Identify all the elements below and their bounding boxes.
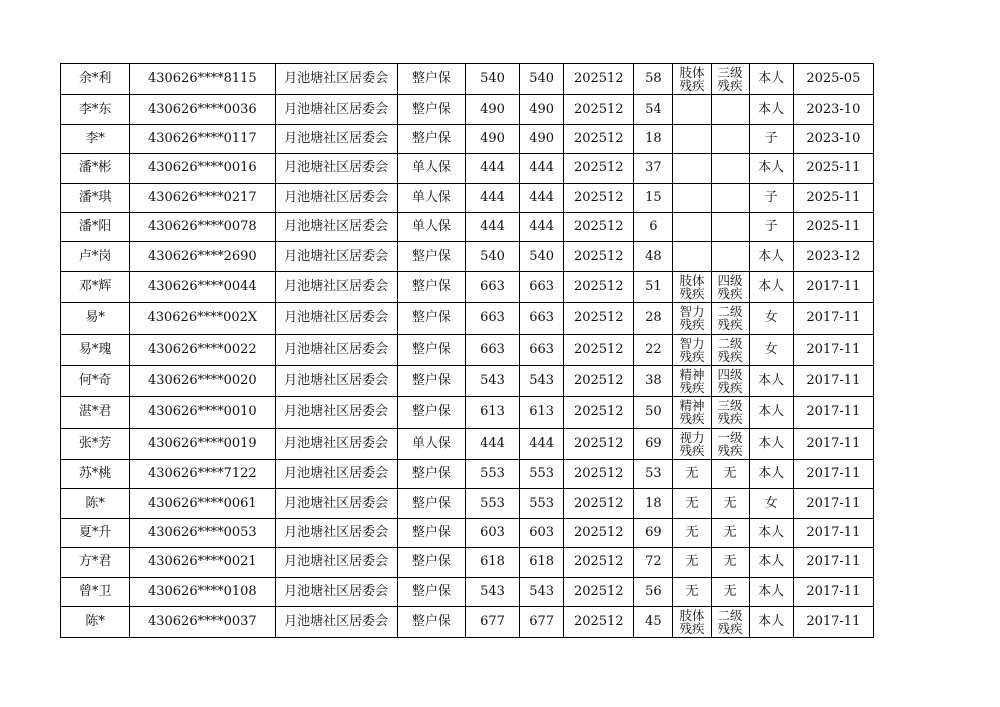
disability-level-cell: 二级残疾 xyxy=(711,303,749,334)
type-cell: 整户保 xyxy=(397,577,465,606)
date-cell: 2017-11 xyxy=(793,334,873,365)
amount2-cell: 618 xyxy=(520,548,564,577)
table-row xyxy=(61,183,874,212)
table-row xyxy=(61,95,874,124)
table-row xyxy=(61,428,874,459)
table-row xyxy=(61,124,874,153)
disability-level-cell: 无 xyxy=(711,460,749,489)
disability-type-cell xyxy=(673,95,711,124)
table-row xyxy=(61,271,874,302)
table-row xyxy=(61,607,874,638)
amount2-cell: 444 xyxy=(520,428,564,459)
org-cell: 月池塘社区居委会 xyxy=(275,489,397,518)
amount-cell: 543 xyxy=(465,577,519,606)
disability-type-cell: 无 xyxy=(673,518,711,547)
amount-cell: 613 xyxy=(465,397,519,428)
name-cell: 张*芳 xyxy=(61,428,130,459)
disability-level-cell: 二级残疾 xyxy=(711,334,749,365)
id-cell: 430626****0021 xyxy=(130,548,275,577)
date-cell: 2023-10 xyxy=(793,95,873,124)
date-cell: 2017-11 xyxy=(793,577,873,606)
id-cell: 430626****0016 xyxy=(130,154,275,183)
month-cell: 202512 xyxy=(564,183,634,212)
table-row xyxy=(61,64,874,95)
table-row xyxy=(61,242,874,271)
month-cell: 202512 xyxy=(564,124,634,153)
amount2-cell: 553 xyxy=(520,489,564,518)
name-cell: 邓*辉 xyxy=(61,271,130,302)
date-cell: 2017-11 xyxy=(793,548,873,577)
age-cell: 37 xyxy=(634,154,673,183)
month-cell: 202512 xyxy=(564,397,634,428)
name-cell: 潘*阳 xyxy=(61,212,130,241)
age-cell: 18 xyxy=(634,489,673,518)
disability-level-cell: 无 xyxy=(711,518,749,547)
date-cell: 2017-11 xyxy=(793,365,873,396)
age-cell: 15 xyxy=(634,183,673,212)
relation-cell: 本人 xyxy=(749,428,793,459)
amount-cell: 677 xyxy=(465,607,519,638)
disability-level-cell xyxy=(711,212,749,241)
disability-level-cell xyxy=(711,95,749,124)
id-cell: 430626****0053 xyxy=(130,518,275,547)
date-cell: 2025-11 xyxy=(793,183,873,212)
table-row xyxy=(61,548,874,577)
date-cell: 2023-12 xyxy=(793,242,873,271)
disability-level-cell: 三级残疾 xyxy=(711,397,749,428)
relation-cell: 子 xyxy=(749,183,793,212)
relation-cell: 本人 xyxy=(749,397,793,428)
disability-type-cell xyxy=(673,212,711,241)
age-cell: 38 xyxy=(634,365,673,396)
amount2-cell: 543 xyxy=(520,365,564,396)
table-row xyxy=(61,334,874,365)
org-cell: 月池塘社区居委会 xyxy=(275,154,397,183)
name-cell: 方*君 xyxy=(61,548,130,577)
name-cell: 陈* xyxy=(61,489,130,518)
org-cell: 月池塘社区居委会 xyxy=(275,64,397,95)
relation-cell: 本人 xyxy=(749,365,793,396)
month-cell: 202512 xyxy=(564,334,634,365)
month-cell: 202512 xyxy=(564,212,634,241)
name-cell: 余*利 xyxy=(61,64,130,95)
date-cell: 2025-11 xyxy=(793,154,873,183)
date-cell: 2017-11 xyxy=(793,489,873,518)
date-cell: 2017-11 xyxy=(793,518,873,547)
age-cell: 72 xyxy=(634,548,673,577)
table-body xyxy=(61,64,874,638)
month-cell: 202512 xyxy=(564,460,634,489)
disability-type-cell: 肢体残疾 xyxy=(673,607,711,638)
relation-cell: 子 xyxy=(749,124,793,153)
type-cell: 整户保 xyxy=(397,95,465,124)
id-cell: 430626****002X xyxy=(130,303,275,334)
assistance-table xyxy=(60,63,874,638)
amount2-cell: 613 xyxy=(520,397,564,428)
amount2-cell: 490 xyxy=(520,95,564,124)
disability-type-cell: 智力残疾 xyxy=(673,303,711,334)
amount2-cell: 444 xyxy=(520,212,564,241)
relation-cell: 本人 xyxy=(749,271,793,302)
table-row xyxy=(61,212,874,241)
name-cell: 湛*君 xyxy=(61,397,130,428)
id-cell: 430626****0108 xyxy=(130,577,275,606)
date-cell: 2023-10 xyxy=(793,124,873,153)
id-cell: 430626****0078 xyxy=(130,212,275,241)
age-cell: 50 xyxy=(634,397,673,428)
age-cell: 58 xyxy=(634,64,673,95)
org-cell: 月池塘社区居委会 xyxy=(275,548,397,577)
disability-type-cell: 无 xyxy=(673,489,711,518)
month-cell: 202512 xyxy=(564,365,634,396)
amount2-cell: 540 xyxy=(520,64,564,95)
amount2-cell: 543 xyxy=(520,577,564,606)
amount2-cell: 677 xyxy=(520,607,564,638)
org-cell: 月池塘社区居委会 xyxy=(275,460,397,489)
name-cell: 夏*升 xyxy=(61,518,130,547)
amount-cell: 663 xyxy=(465,271,519,302)
type-cell: 整户保 xyxy=(397,271,465,302)
date-cell: 2025-11 xyxy=(793,212,873,241)
name-cell: 李*东 xyxy=(61,95,130,124)
name-cell: 苏*桃 xyxy=(61,460,130,489)
type-cell: 整户保 xyxy=(397,397,465,428)
table-row xyxy=(61,365,874,396)
org-cell: 月池塘社区居委会 xyxy=(275,428,397,459)
type-cell: 整户保 xyxy=(397,124,465,153)
amount-cell: 444 xyxy=(465,428,519,459)
type-cell: 整户保 xyxy=(397,460,465,489)
type-cell: 单人保 xyxy=(397,428,465,459)
age-cell: 48 xyxy=(634,242,673,271)
disability-level-cell: 无 xyxy=(711,548,749,577)
amount2-cell: 444 xyxy=(520,183,564,212)
name-cell: 曾*卫 xyxy=(61,577,130,606)
name-cell: 潘*彬 xyxy=(61,154,130,183)
amount2-cell: 553 xyxy=(520,460,564,489)
amount2-cell: 663 xyxy=(520,271,564,302)
month-cell: 202512 xyxy=(564,242,634,271)
month-cell: 202512 xyxy=(564,271,634,302)
table-row xyxy=(61,303,874,334)
age-cell: 22 xyxy=(634,334,673,365)
disability-type-cell: 无 xyxy=(673,577,711,606)
amount-cell: 444 xyxy=(465,154,519,183)
name-cell: 潘*琪 xyxy=(61,183,130,212)
disability-type-cell xyxy=(673,124,711,153)
org-cell: 月池塘社区居委会 xyxy=(275,607,397,638)
relation-cell: 本人 xyxy=(749,154,793,183)
date-cell: 2025-05 xyxy=(793,64,873,95)
org-cell: 月池塘社区居委会 xyxy=(275,303,397,334)
id-cell: 430626****0019 xyxy=(130,428,275,459)
amount2-cell: 663 xyxy=(520,334,564,365)
relation-cell: 本人 xyxy=(749,548,793,577)
disability-level-cell: 四级残疾 xyxy=(711,365,749,396)
date-cell: 2017-11 xyxy=(793,607,873,638)
id-cell: 430626****0036 xyxy=(130,95,275,124)
org-cell: 月池塘社区居委会 xyxy=(275,183,397,212)
month-cell: 202512 xyxy=(564,95,634,124)
disability-type-cell: 肢体残疾 xyxy=(673,271,711,302)
amount2-cell: 444 xyxy=(520,154,564,183)
amount-cell: 553 xyxy=(465,489,519,518)
org-cell: 月池塘社区居委会 xyxy=(275,212,397,241)
amount-cell: 663 xyxy=(465,303,519,334)
amount-cell: 543 xyxy=(465,365,519,396)
disability-type-cell: 精神残疾 xyxy=(673,365,711,396)
relation-cell: 本人 xyxy=(749,64,793,95)
amount-cell: 540 xyxy=(465,242,519,271)
amount-cell: 490 xyxy=(465,124,519,153)
id-cell: 430626****7122 xyxy=(130,460,275,489)
disability-type-cell xyxy=(673,183,711,212)
table-row xyxy=(61,397,874,428)
age-cell: 56 xyxy=(634,577,673,606)
disability-level-cell: 一级残疾 xyxy=(711,428,749,459)
age-cell: 69 xyxy=(634,518,673,547)
type-cell: 整户保 xyxy=(397,548,465,577)
amount-cell: 618 xyxy=(465,548,519,577)
age-cell: 18 xyxy=(634,124,673,153)
amount-cell: 540 xyxy=(465,64,519,95)
month-cell: 202512 xyxy=(564,428,634,459)
id-cell: 430626****0020 xyxy=(130,365,275,396)
amount-cell: 490 xyxy=(465,95,519,124)
relation-cell: 本人 xyxy=(749,607,793,638)
table-row xyxy=(61,489,874,518)
age-cell: 53 xyxy=(634,460,673,489)
age-cell: 28 xyxy=(634,303,673,334)
id-cell: 430626****0117 xyxy=(130,124,275,153)
org-cell: 月池塘社区居委会 xyxy=(275,365,397,396)
table-row xyxy=(61,460,874,489)
name-cell: 卢*岗 xyxy=(61,242,130,271)
age-cell: 6 xyxy=(634,212,673,241)
org-cell: 月池塘社区居委会 xyxy=(275,577,397,606)
age-cell: 51 xyxy=(634,271,673,302)
age-cell: 69 xyxy=(634,428,673,459)
relation-cell: 子 xyxy=(749,212,793,241)
relation-cell: 本人 xyxy=(749,460,793,489)
relation-cell: 女 xyxy=(749,489,793,518)
amount-cell: 663 xyxy=(465,334,519,365)
disability-type-cell xyxy=(673,242,711,271)
type-cell: 单人保 xyxy=(397,212,465,241)
type-cell: 整户保 xyxy=(397,64,465,95)
id-cell: 430626****0061 xyxy=(130,489,275,518)
org-cell: 月池塘社区居委会 xyxy=(275,242,397,271)
name-cell: 易*瑰 xyxy=(61,334,130,365)
disability-level-cell: 二级残疾 xyxy=(711,607,749,638)
disability-level-cell xyxy=(711,183,749,212)
id-cell: 430626****0037 xyxy=(130,607,275,638)
month-cell: 202512 xyxy=(564,577,634,606)
name-cell: 李* xyxy=(61,124,130,153)
disability-level-cell xyxy=(711,242,749,271)
type-cell: 整户保 xyxy=(397,489,465,518)
disability-type-cell: 无 xyxy=(673,460,711,489)
date-cell: 2017-11 xyxy=(793,271,873,302)
month-cell: 202512 xyxy=(564,607,634,638)
age-cell: 54 xyxy=(634,95,673,124)
table-row xyxy=(61,577,874,606)
disability-type-cell: 无 xyxy=(673,548,711,577)
amount2-cell: 540 xyxy=(520,242,564,271)
disability-type-cell: 视力残疾 xyxy=(673,428,711,459)
disability-level-cell: 四级残疾 xyxy=(711,271,749,302)
table-row xyxy=(61,154,874,183)
relation-cell: 本人 xyxy=(749,577,793,606)
org-cell: 月池塘社区居委会 xyxy=(275,95,397,124)
disability-level-cell xyxy=(711,124,749,153)
relation-cell: 女 xyxy=(749,334,793,365)
date-cell: 2017-11 xyxy=(793,303,873,334)
relation-cell: 本人 xyxy=(749,95,793,124)
org-cell: 月池塘社区居委会 xyxy=(275,271,397,302)
amount-cell: 444 xyxy=(465,183,519,212)
disability-level-cell xyxy=(711,154,749,183)
table-row xyxy=(61,518,874,547)
disability-level-cell: 无 xyxy=(711,577,749,606)
month-cell: 202512 xyxy=(564,489,634,518)
month-cell: 202512 xyxy=(564,303,634,334)
org-cell: 月池塘社区居委会 xyxy=(275,518,397,547)
disability-type-cell: 智力残疾 xyxy=(673,334,711,365)
org-cell: 月池塘社区居委会 xyxy=(275,124,397,153)
month-cell: 202512 xyxy=(564,518,634,547)
name-cell: 易* xyxy=(61,303,130,334)
date-cell: 2017-11 xyxy=(793,460,873,489)
type-cell: 单人保 xyxy=(397,154,465,183)
disability-type-cell: 精神残疾 xyxy=(673,397,711,428)
type-cell: 单人保 xyxy=(397,183,465,212)
type-cell: 整户保 xyxy=(397,365,465,396)
amount2-cell: 490 xyxy=(520,124,564,153)
name-cell: 陈* xyxy=(61,607,130,638)
amount-cell: 553 xyxy=(465,460,519,489)
disability-type-cell: 肢体残疾 xyxy=(673,64,711,95)
relation-cell: 本人 xyxy=(749,518,793,547)
org-cell: 月池塘社区居委会 xyxy=(275,334,397,365)
relation-cell: 女 xyxy=(749,303,793,334)
amount-cell: 603 xyxy=(465,518,519,547)
id-cell: 430626****0044 xyxy=(130,271,275,302)
name-cell: 何*奇 xyxy=(61,365,130,396)
month-cell: 202512 xyxy=(564,154,634,183)
date-cell: 2017-11 xyxy=(793,428,873,459)
type-cell: 整户保 xyxy=(397,518,465,547)
id-cell: 430626****8115 xyxy=(130,64,275,95)
month-cell: 202512 xyxy=(564,64,634,95)
type-cell: 整户保 xyxy=(397,303,465,334)
id-cell: 430626****0010 xyxy=(130,397,275,428)
amount-cell: 444 xyxy=(465,212,519,241)
date-cell: 2017-11 xyxy=(793,397,873,428)
disability-type-cell xyxy=(673,154,711,183)
disability-level-cell: 三级残疾 xyxy=(711,64,749,95)
amount2-cell: 663 xyxy=(520,303,564,334)
id-cell: 430626****0022 xyxy=(130,334,275,365)
type-cell: 整户保 xyxy=(397,334,465,365)
id-cell: 430626****2690 xyxy=(130,242,275,271)
id-cell: 430626****0217 xyxy=(130,183,275,212)
amount2-cell: 603 xyxy=(520,518,564,547)
type-cell: 整户保 xyxy=(397,242,465,271)
type-cell: 整户保 xyxy=(397,607,465,638)
disability-level-cell: 无 xyxy=(711,489,749,518)
age-cell: 45 xyxy=(634,607,673,638)
relation-cell: 本人 xyxy=(749,242,793,271)
month-cell: 202512 xyxy=(564,548,634,577)
org-cell: 月池塘社区居委会 xyxy=(275,397,397,428)
